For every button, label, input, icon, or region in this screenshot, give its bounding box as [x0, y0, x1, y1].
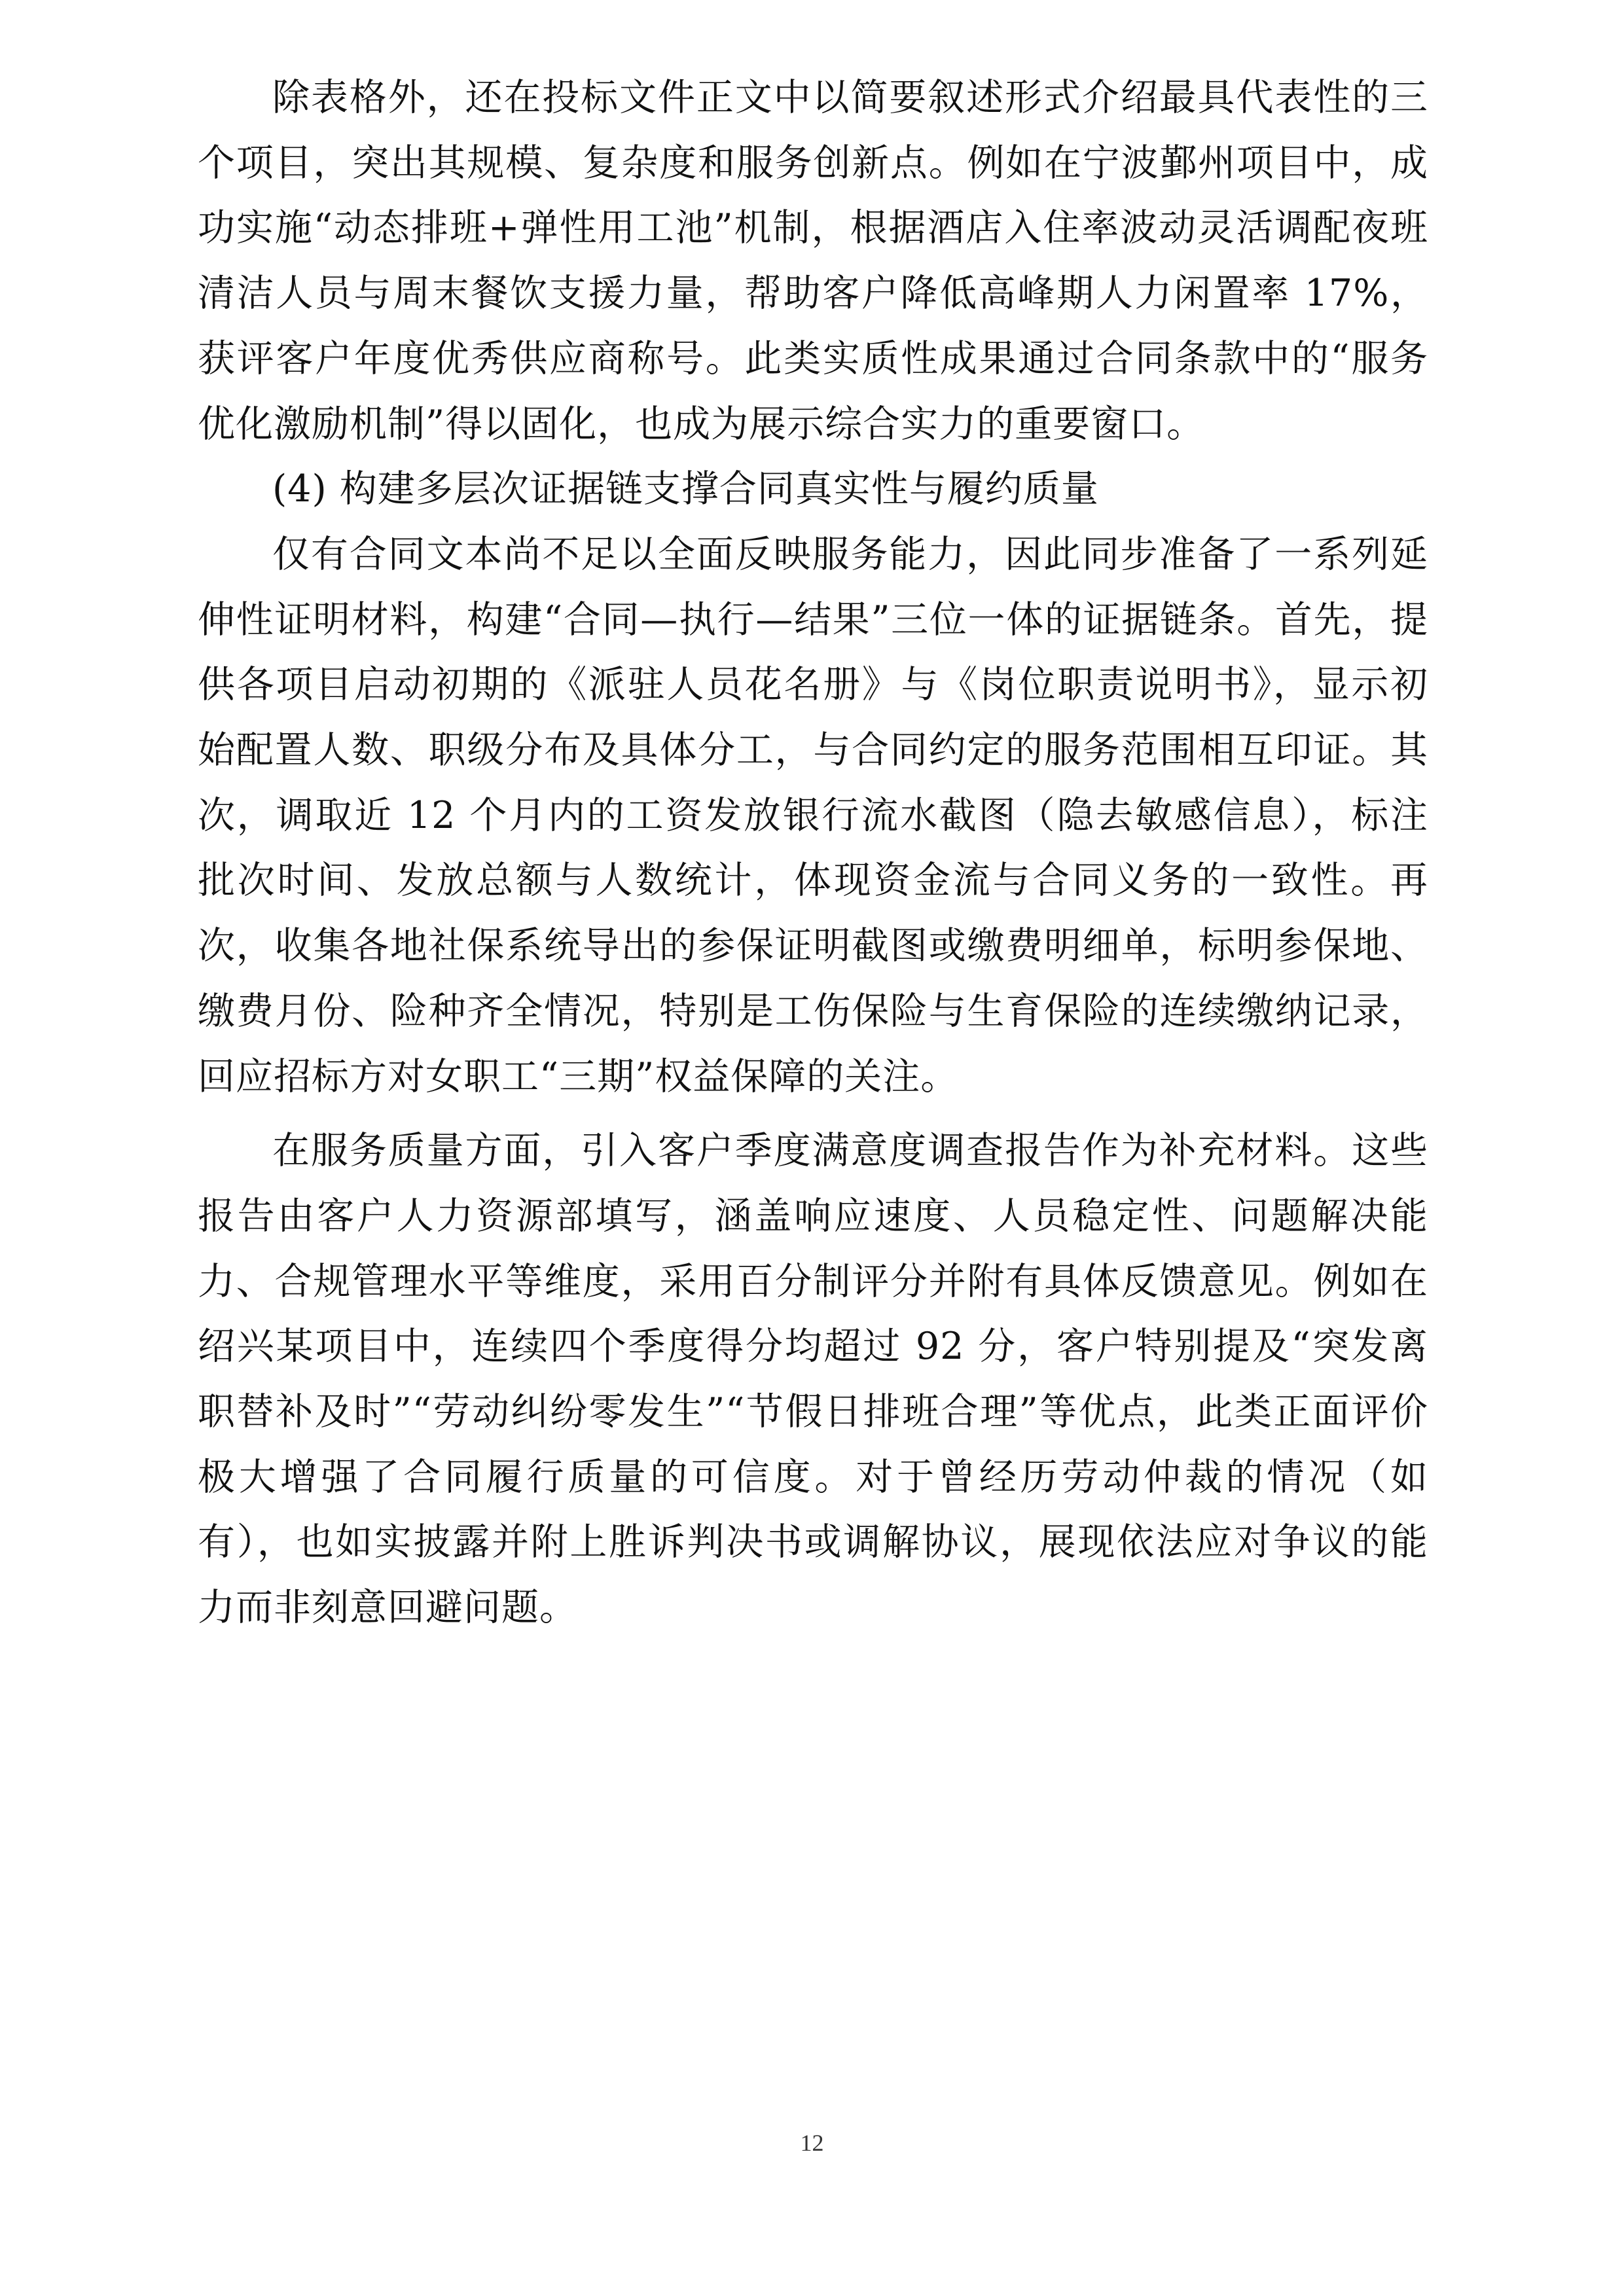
- section-heading-evidence-chain: (4) 构建多层次证据链支撑合同真实性与履约质量: [272, 467, 1099, 511]
- body-text: [198, 65, 1428, 1641]
- page-number: 12: [800, 2130, 824, 2156]
- paragraph-service-quality: 在服务质量方面，引入客户季度满意度调查报告作为补充材料。这些报告由客户人力资源部填写，涵盖响应速度、人员稳定性、问题解决能力、合规管理水平等维度，采用百分制评分并附有具体反馈意见。例如在绍兴某项目中，连续四个季度得分均超过 92 分，客户特别提及“突发离职替补及时”“劳动纠纷零发生”“节假日排班合理”等优点，此类正面评价极大增强了合同履行质量的可信度。对于曾经历劳动仲裁的情况（如有），也如实披露并附上胜诉判决书或调解协议，展现依法应对争议的能力而非刻意回避问题。: [198, 1129, 1428, 1630]
- paragraph-evidence-materials: 仅有合同文本尚不足以全面反映服务能力，因此同步准备了一系列延伸性证明材料，构建“合同—执行—结果”三位一体的证据链条。首先，提供各项目启动初期的《派驻人员花名册》与《岗位职责说明书》，显示初始配置人数、职级分布及具体分工，与合同约定的服务范围相互印证。其次，调取近 12 个月内的工资发放银行流水截图（隐去敏感信息），标注批次时间、发放总额与人数统计，体现资金流与合同义务的一致性。再次，收集各地社保系统导出的参保证明截图或缴费明细单，标明参保地、缴费月份、险种齐全情况，特别是工伤保险与生育保险的连续缴纳记录，回应招标方对女职工“三期”权益保障的关注。: [198, 532, 1428, 1098]
- paragraph-project-highlights: 除表格外，还在投标文件正文中以简要叙述形式介绍最具代表性的三个项目，突出其规模、复杂度和服务创新点。例如在宁波鄞州项目中，成功实施“动态排班+弹性用工池”机制，根据酒店入住率波动灵活调配夜班清洁人员与周末餐饮支援力量，帮助客户降低高峰期人力闲置率 17%，获评客户年度优秀供应商称号。此类实质性成果通过合同条款中的“服务优化激励机制”得以固化，也成为展示综合实力的重要窗口。: [198, 76, 1428, 446]
